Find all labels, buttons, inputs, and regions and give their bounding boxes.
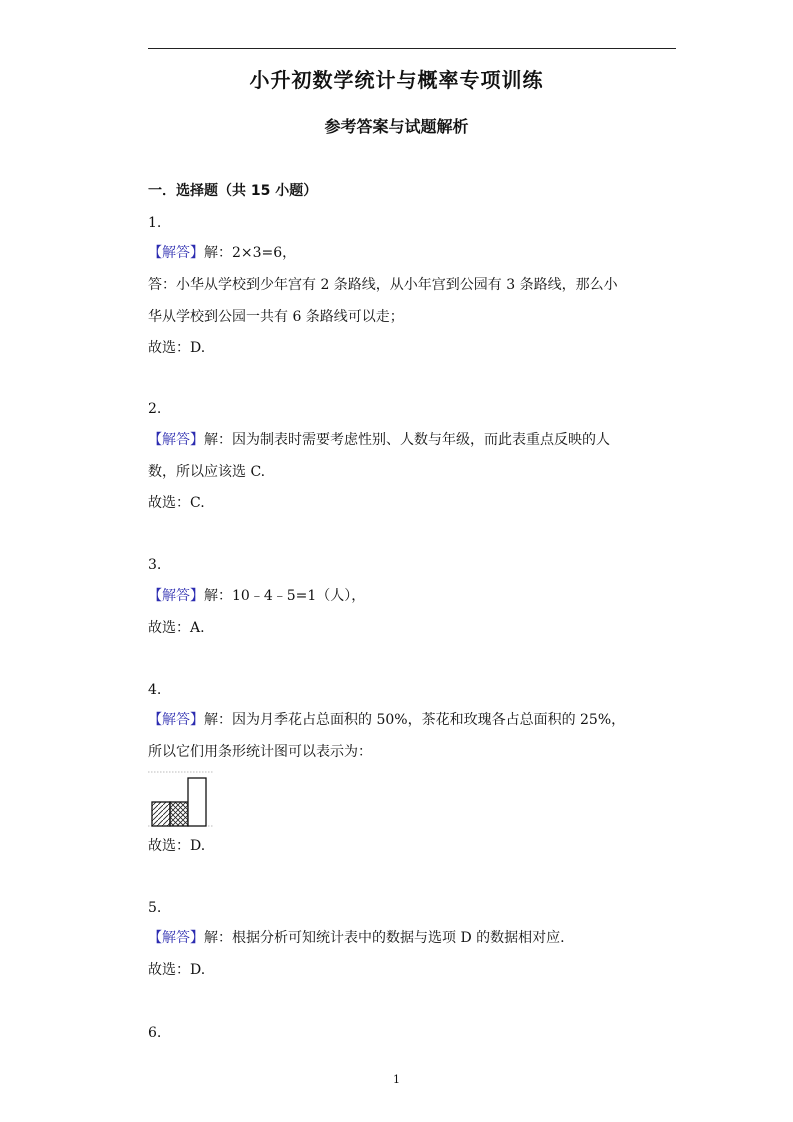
bar-cross-hatch: [170, 802, 188, 826]
answer-line: [148, 928, 565, 948]
section-heading: 一．选择题（共 15 小题）: [148, 183, 318, 199]
answer-line: [148, 430, 610, 450]
solution-text: 解：2×3=6，: [204, 245, 297, 261]
choice-text: 故选：D.: [148, 838, 206, 854]
answer-text: 答：小华从学校到少年宫有 2 条路线，从小年宫到公园有 3 条路线，那么小: [148, 277, 618, 293]
answer-line: [148, 586, 365, 606]
bars-group: [152, 778, 206, 826]
document-subtitle: 参考答案与试题解析: [324, 117, 469, 136]
answer-tag: 【解答】: [148, 432, 204, 448]
question-number: 1.: [148, 215, 162, 231]
answer-tag: 【解答】: [148, 712, 204, 728]
answer-tag: 【解答】: [148, 245, 204, 261]
bar-blank: [188, 778, 206, 826]
solution-text: 解：根据分析可知统计表中的数据与选项 D 的数据相对应.: [204, 930, 565, 946]
answer-tag: 【解答】: [148, 588, 204, 604]
choice-text: 故选：C.: [148, 495, 205, 511]
answer-text: 华从学校到公园一共有 6 条路线可以走；: [148, 309, 404, 325]
header-rule: [148, 48, 676, 49]
choice-text: 故选：A.: [148, 620, 205, 636]
question-number: 6.: [148, 1025, 162, 1041]
answer-tag: 【解答】: [148, 930, 204, 946]
choice-text: 故选：D.: [148, 340, 206, 356]
answer-text: 所以它们用条形统计图可以表示为：: [148, 744, 372, 760]
question-number: 4.: [148, 682, 162, 698]
answer-text: 数，所以应该选 C.: [148, 464, 266, 480]
answer-line: [148, 710, 625, 730]
choice-text: 故选：D.: [148, 962, 206, 978]
document-title: 小升初数学统计与概率专项训练: [249, 68, 544, 92]
page-number: 1: [393, 1073, 400, 1086]
question-number: 2.: [148, 401, 162, 417]
question-number: 5.: [148, 900, 162, 916]
bar-chart-figure: [148, 770, 218, 830]
solution-text: 解：因为制表时需要考虑性别、人数与年级，而此表重点反映的人: [204, 432, 610, 448]
answer-line: [148, 243, 296, 263]
solution-text: 解：10﹣4﹣5=1（人），: [204, 588, 366, 604]
bar-diagonal-hatch: [152, 802, 170, 826]
solution-text: 解：因为月季花占总面积的 50%，茶花和玫瑰各占总面积的 25%，: [204, 712, 626, 728]
question-number: 3.: [148, 557, 162, 573]
